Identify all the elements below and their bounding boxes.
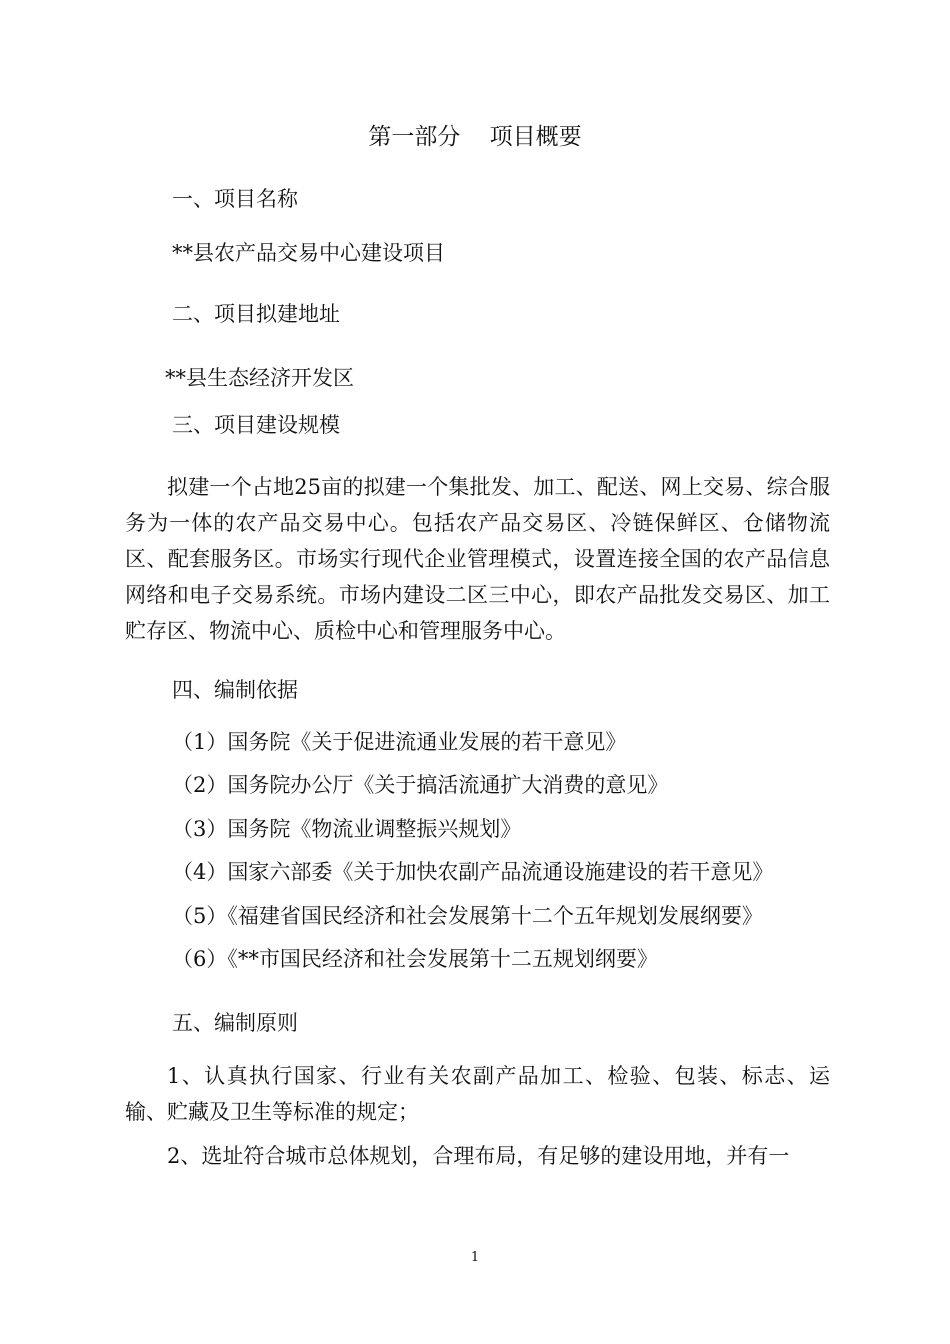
basis-item-4: （4）国家六部委《关于加快农副产品流通设施建设的若干意见》 <box>172 860 774 884</box>
basis-item-1: （1）国务院《关于促进流通业发展的若干意见》 <box>172 730 627 754</box>
section-heading-project-site: 二、项目拟建地址 <box>172 302 340 326</box>
page-title: 第一部分 项目概要 <box>368 124 582 150</box>
section-heading-basis: 四、编制依据 <box>172 678 298 702</box>
project-name-text: **县农产品交易中心建设项目 <box>172 241 445 265</box>
section-heading-project-name: 一、项目名称 <box>172 187 298 211</box>
principle-paragraph-2: 2、选址符合城市总体规划，合理布局，有足够的建设用地，并有一 <box>167 1144 790 1168</box>
section-heading-project-scale: 三、项目建设规模 <box>172 413 340 437</box>
basis-item-5: （5）《福建省国民经济和社会发展第十二个五年规划发展纲要》 <box>172 904 763 928</box>
basis-item-3: （3）国务院《物流业调整振兴规划》 <box>172 817 522 841</box>
principle-paragraph-1: 1、认真执行国家、行业有关农副产品加工、检验、包装、标志、运输、贮藏及卫生等标准的规定； <box>125 1064 830 1124</box>
basis-item-2: （2）国务院办公厅《关于搞活流通扩大消费的意见》 <box>172 773 669 797</box>
basis-item-6: （6）《**市国民经济和社会发展第十二五规划纲要》 <box>172 947 658 971</box>
project-site-text: **县生态经济开发区 <box>165 366 354 390</box>
project-scale-paragraph: 拟建一个占地25亩的拟建一个集批发、加工、配送、网上交易、综合服务为一体的农产品交易中心。包括农产品交易区、冷链保鲜区、仓储物流区、配套服务区。市场实行现代企业管理模式，设置连接全国的农产品信息网络和电子交易系统。市场内建设二区三中心，即农产品批发交易区、加工贮存区、物流中心、质检中心和管理服务中心。 <box>125 475 830 643</box>
section-heading-principles: 五、编制原则 <box>172 1011 298 1035</box>
page-number: 1 <box>470 1250 480 1265</box>
